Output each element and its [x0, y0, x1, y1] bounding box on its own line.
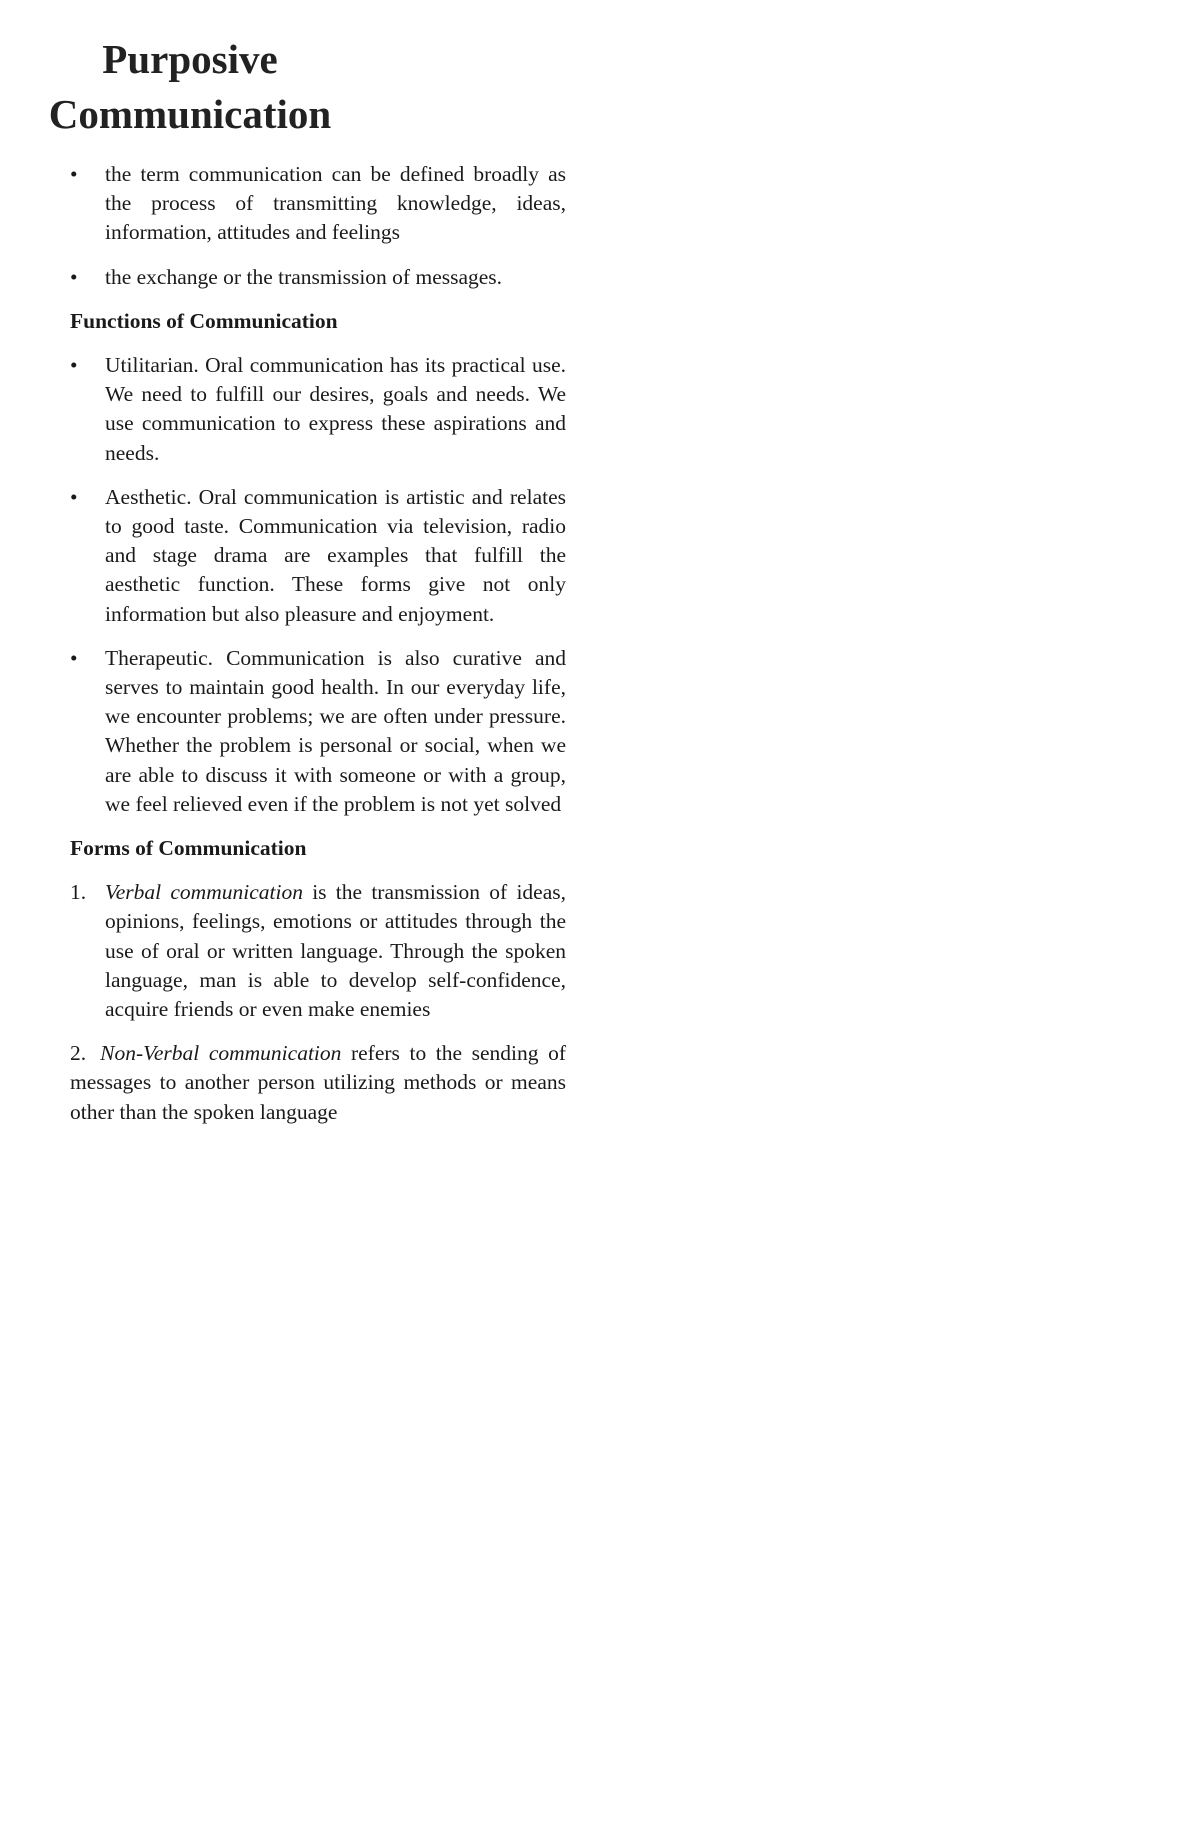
list-item-text: refers to the sending of messages to another person utilizing methods or means other than the spoken language	[70, 1041, 566, 1124]
document-body	[70, 160, 566, 1127]
list-item	[70, 644, 566, 819]
list-item-term: Verbal communication	[105, 880, 303, 905]
bullet-icon: •	[70, 645, 78, 670]
list-item-text: Aesthetic. Oral communication is artistic and relates to good taste. Communication via television, radio and stage drama are examples that fulfill the aesthetic function. These forms give not only information but also pleasure and enjoyment.	[105, 484, 566, 626]
list-item-text: is the transmission of ideas, opinions, feelings, emotions or attitudes through the use of oral or written language. Through the spoken language, man is able to develop self-confidence, acquire friends or even make enemies	[105, 880, 566, 1022]
list-item	[70, 483, 566, 629]
list-item	[70, 878, 566, 1024]
page-title-line-2: Communication	[48, 91, 332, 137]
list-item	[70, 1039, 566, 1127]
functions-heading: Functions of Communication	[70, 308, 338, 333]
page-title	[40, 32, 340, 142]
list-item-term: Non-Verbal communication	[100, 1041, 342, 1066]
list-item-text: Utilitarian. Oral communication has its practical use. We need to fulfill our desires, goals and needs. We use communication to express these aspirations and needs.	[105, 353, 566, 465]
list-item	[70, 160, 566, 248]
forms-heading: Forms of Communication	[70, 836, 307, 861]
list-item-number: 2.	[70, 1041, 87, 1066]
list-item-text: Therapeutic. Communication is also curative and serves to maintain good health. In our everyday life, we encounter problems; we are often under pressure. Whether the problem is personal or social, when we are able to discuss it with someone or with a group, we feel relieved even if the problem is not yet solved	[105, 645, 566, 816]
forms-numbered-list	[70, 878, 566, 1127]
bullet-icon: •	[70, 162, 78, 186]
functions-bullet-list	[70, 351, 566, 819]
list-item	[70, 351, 566, 468]
list-item-number: 1.	[70, 880, 87, 905]
list-item	[70, 263, 566, 292]
list-item-text: the term communication can be defined broadly as the process of transmitting knowledge, ideas, information, attitudes and feelings	[105, 162, 566, 245]
intro-bullet-list	[70, 160, 566, 292]
bullet-icon: •	[70, 484, 78, 509]
bullet-icon: •	[70, 264, 78, 289]
list-item-text: the exchange or the transmission of messages.	[105, 264, 503, 289]
page-title-line-1: Purposive	[102, 36, 278, 82]
bullet-icon: •	[70, 353, 78, 378]
